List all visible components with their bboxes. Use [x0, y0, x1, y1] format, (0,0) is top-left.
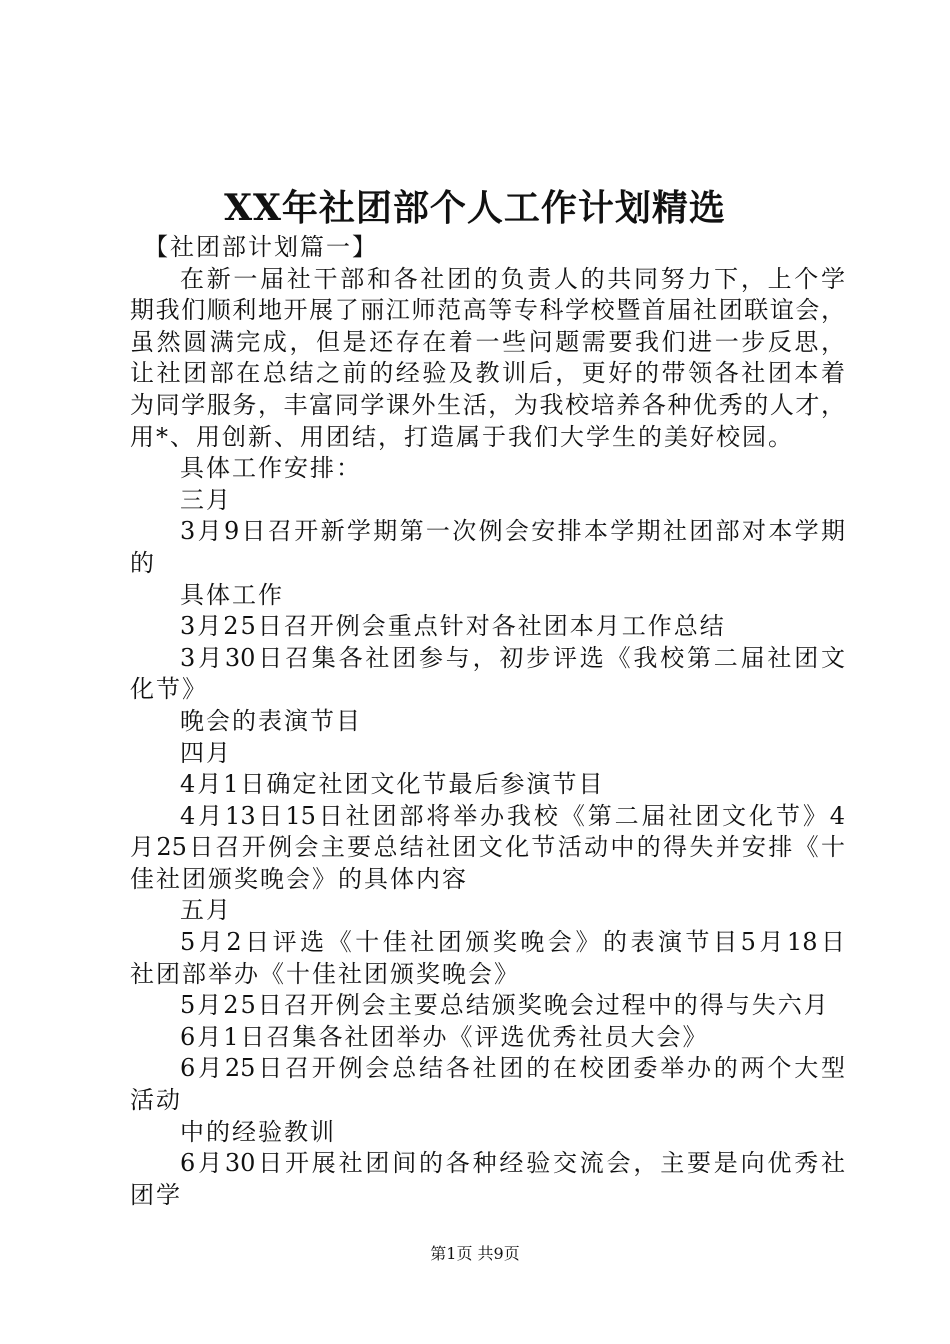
paragraph-line: 6月25日召开例会总结各社团的在校团委举办的两个大型 [180, 1054, 845, 1083]
paragraph-line: 化节》 [130, 675, 208, 704]
month-heading: 五月 [180, 896, 232, 925]
paragraph-line: 期我们顺利地开展了丽江师范高等专科学校暨首届社团联谊会， [130, 296, 845, 325]
paragraph-line: 佳社团颁奖晚会》的具体内容 [130, 864, 468, 893]
paragraph-line: 5月25日召开例会主要总结颁奖晚会过程中的得与失六月 [180, 991, 830, 1020]
paragraph-line: 虽然圆满完成，但是还存在着一些问题需要我们进一步反思， [130, 327, 845, 356]
paragraph-line: 的 [130, 548, 156, 577]
paragraph-line: 用*、用创新、用团结，打造属于我们大学生的美好校园。 [130, 422, 794, 451]
section-heading: 【社团部计划篇一】 [144, 233, 378, 261]
page-footer: 第1页 共9页 [430, 1244, 520, 1263]
paragraph-line: 社团部举办《十佳社团颁奖晚会》 [130, 959, 520, 988]
paragraph-line: 团学 [130, 1180, 182, 1209]
paragraph-line: 3月9日召开新学期第一次例会安排本学期社团部对本学期 [180, 517, 845, 546]
paragraph-line: 6月30日开展社团间的各种经验交流会，主要是向优秀社 [180, 1149, 845, 1178]
paragraph-line: 中的经验教训 [180, 1117, 336, 1146]
paragraph-line: 3月25日召开例会重点针对各社团本月工作总结 [180, 612, 726, 641]
paragraph-line: 月25日召开例会主要总结社团文化节活动中的得失并安排《十 [130, 833, 845, 862]
paragraph-line: 晚会的表演节目 [180, 706, 362, 735]
paragraph-line: 为同学服务，丰富同学课外生活，为我校培养各种优秀的人才， [130, 390, 845, 419]
paragraph-line: 具体工作安排： [180, 454, 362, 483]
paragraph-line: 4月1日确定社团文化节最后参演节目 [180, 770, 605, 799]
document-body [130, 232, 845, 1211]
month-heading: 四月 [180, 738, 232, 767]
paragraph-line: 5月2日评选《十佳社团颁奖晚会》的表演节目5月18日 [180, 928, 845, 957]
paragraph-line: 6月1日召集各社团举办《评选优秀社员大会》 [180, 1022, 709, 1051]
paragraph-line: 3月30日召集各社团参与，初步评选《我校第二届社团文 [180, 643, 845, 672]
paragraph-line: 在新一届社干部和各社团的负责人的共同努力下，上个学 [180, 264, 845, 293]
paragraph-line: 4月13日15日社团部将举办我校《第二届社团文化节》4 [180, 801, 845, 830]
month-heading: 三月 [180, 485, 232, 514]
paragraph-line: 具体工作 [180, 580, 284, 609]
paragraph-line: 活动 [130, 1086, 182, 1115]
document-title: XX年社团部个人工作计划精选 [224, 187, 726, 229]
paragraph-line: 让社团部在总结之前的经验及教训后，更好的带领各社团本着 [130, 359, 845, 388]
